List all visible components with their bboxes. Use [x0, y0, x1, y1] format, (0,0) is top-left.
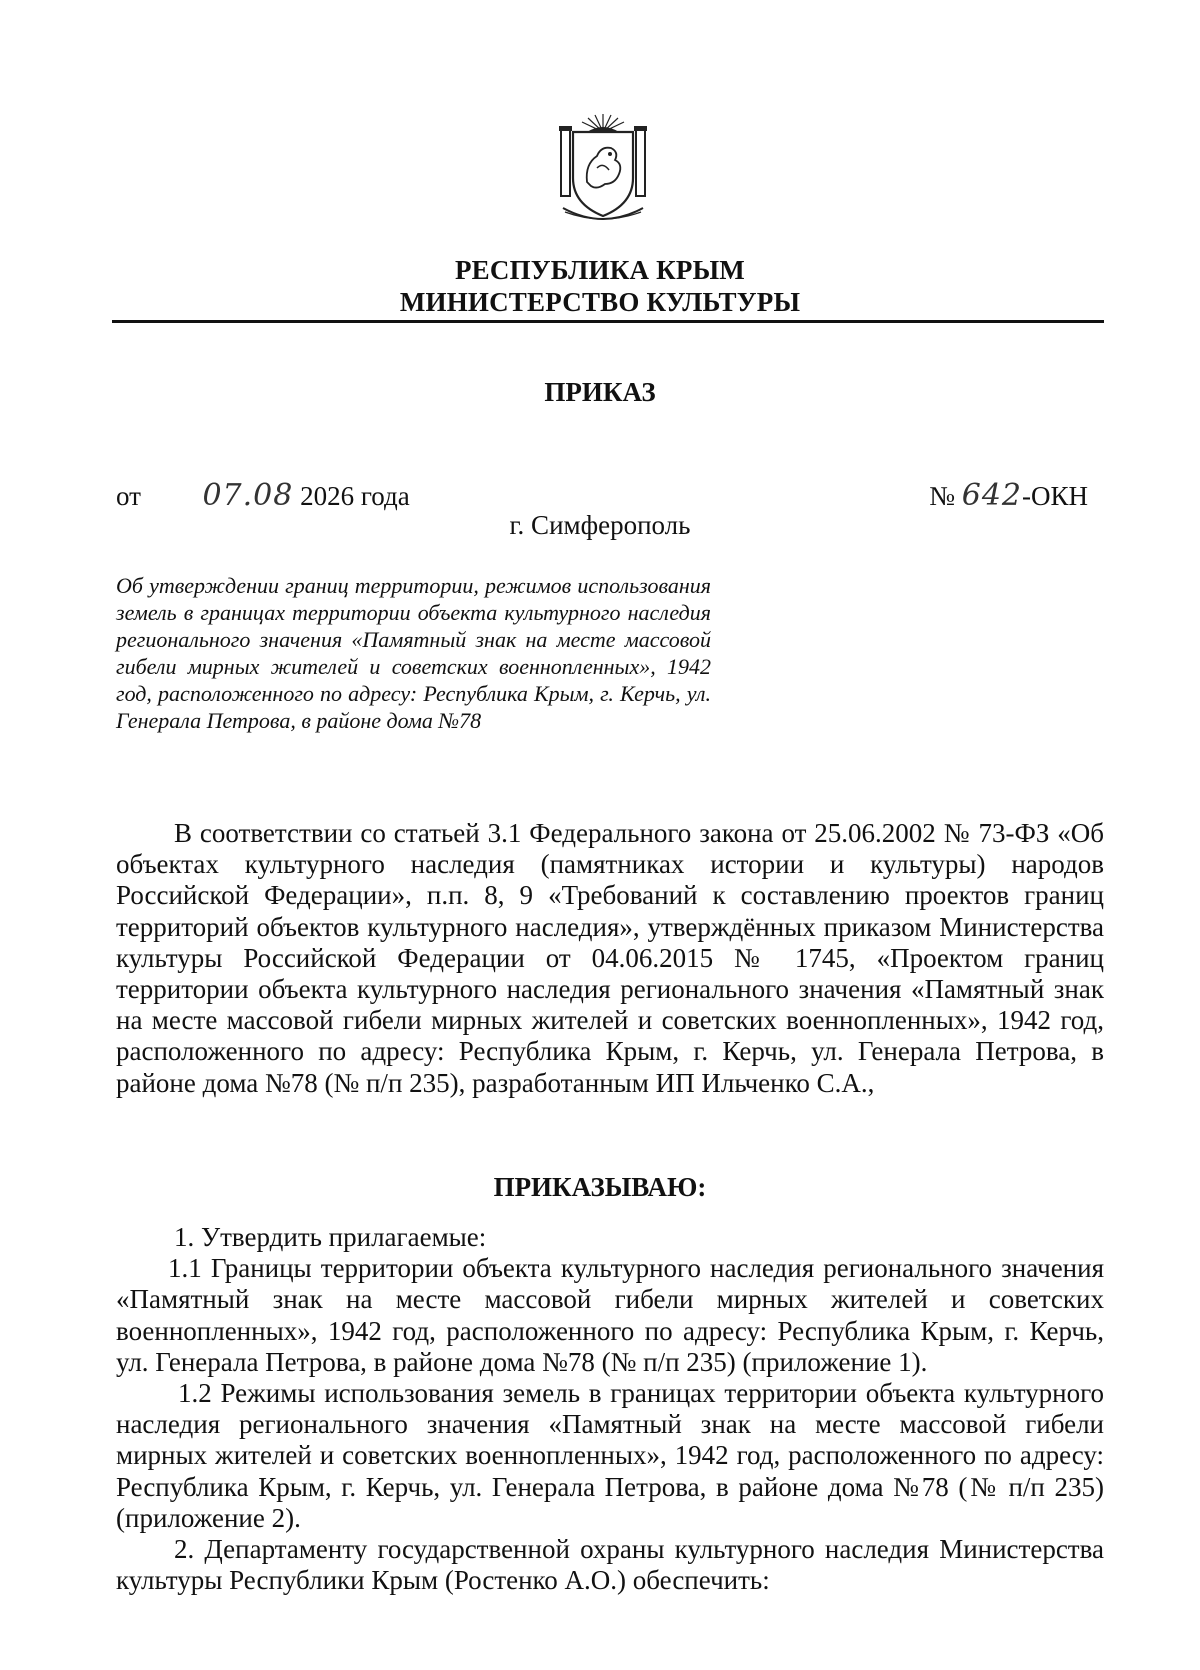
- decree-heading: ПРИКАЗЫВАЮ:: [493, 1172, 707, 1202]
- city-name: г. Симферополь: [509, 510, 691, 540]
- list-item: 1.1 Границы территории объекта культурного наследия регионального значения «Памятный знак на месте массовой гибели мирных жителей и советских военнопленных», 1942 год, расположенного по адресу: Республика Крым, г. Керчь, ул. Генерала Петрова, в районе дома №78 (№ п/п 235) (приложение 1).: [116, 1253, 1104, 1377]
- number-prefix: №: [929, 481, 955, 511]
- preamble-text: В соответствии со статьей 3.1 Федерального закона от 25.06.2002 № 73-ФЗ «Об объектах культурного наследия (памятниках истории и культуры) народов Российской Федерации», п.п. 8, 9 «Требований к составлению проектов границ территорий объектов культурного наследия», утверждённых приказом Министерства культуры Российской Федерации от 04.06.2015 № 1745, «Проектом границ территории объекта культурного наследия регионального значения «Памятный знак на месте массовой гибели мирных жителей и советских военнопленных», 1942 год, расположенного по адресу: Республика Крым, г. Керчь, ул. Генерала Петрова, в районе дома №78 (№ п/п 235), разработанным ИП Ильченко С.А.,: [116, 818, 1104, 1098]
- document-title: ПРИКАЗ: [544, 377, 656, 407]
- order-number: [929, 478, 1088, 513]
- ministry-name: МИНИСТЕРСТВО КУЛЬТУРЫ: [399, 287, 801, 317]
- date-year: 2026 года: [300, 481, 410, 511]
- crimea-coat-of-arms-icon: [557, 112, 649, 230]
- list-item: 1.2 Режимы использования земель в границах территории объекта культурного наследия регионального значения «Памятный знак на месте массовой гибели мирных жителей и советских военнопленных», 1942 год, расположенного по адресу: Республика Крым, г. Керчь, ул. Генерала Петрова, в районе дома №78 (№ п/п 235) (приложение 2).: [116, 1378, 1104, 1533]
- republic-name: РЕСПУБЛИКА КРЫМ: [454, 255, 745, 285]
- list-item: 2. Департаменту государственной охраны культурного наследия Министерства культуры Республики Крым (Ростенко А.О.) обеспечить:: [116, 1534, 1104, 1596]
- list-item: 1. Утвердить прилагаемые:: [174, 1222, 487, 1252]
- date-prefix: от: [116, 481, 141, 511]
- order-items: [116, 1222, 1104, 1596]
- number-suffix: -ОКН: [1022, 481, 1088, 511]
- handwritten-number: 642: [961, 478, 1022, 513]
- order-date: [116, 478, 410, 513]
- order-subject: Об утверждении границ территории, режимов использования земель в границах территории объекта культурного наследия регионального значения «Памятный знак на месте массовой гибели мирных жителей и советских военнопленных», 1942 год, расположенного по адресу: Республика Крым, г. Керчь, ул. Генерала Петрова, в районе дома №78: [116, 573, 711, 733]
- handwritten-date: 07.08: [202, 478, 294, 513]
- header-divider: [112, 320, 1104, 323]
- preamble: [116, 818, 1104, 1099]
